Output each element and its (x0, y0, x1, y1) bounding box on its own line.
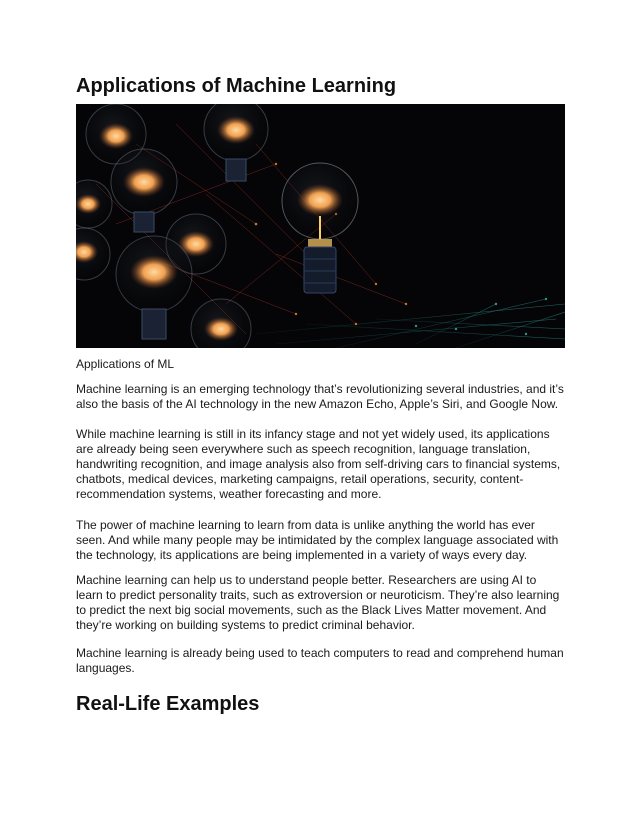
paragraph: While machine learning is still in its infancy stage and not yet widely used, its applications are already being seen everywhere such as speech recognition, language translation, handwriting recognition, and image analysis also from self-driving cars to financial systems, chatbots, medical devices, marketing campaigns, retail operations, security, content-recommendation systems, weather forecasting and more. (76, 427, 561, 501)
paragraph: Machine learning can help us to understand people better. Researchers are using AI to learn to predict personality traits, such as extroversion or neuroticism. They’re also learning to predict the next big social movements, such as the Black Lives Matter movement. And they’re working on building systems to predict criminal behavior. (76, 573, 560, 632)
paragraph: The power of machine learning to learn from data is unlike anything the world has ever seen. And while many people may be intimidated by the complex language associated with the technology, its applications are being implemented in a variety of ways every day. (76, 518, 559, 562)
paragraph: Machine learning is already being used to teach computers to read and comprehend human languages. (76, 646, 564, 675)
paragraph: Machine learning is an emerging technology that’s revolutionizing several industries, and it’s also the basis of the AI technology in the new Amazon Echo, Apple’s Siri, and Google Now. (76, 382, 564, 411)
page-title: Applications of Machine Learning (76, 75, 397, 97)
image-caption: Applications of ML (76, 357, 175, 371)
lightbulb-brain-network-image (76, 104, 565, 348)
hero-image (76, 104, 565, 348)
section-heading: Real-Life Examples (76, 693, 260, 715)
